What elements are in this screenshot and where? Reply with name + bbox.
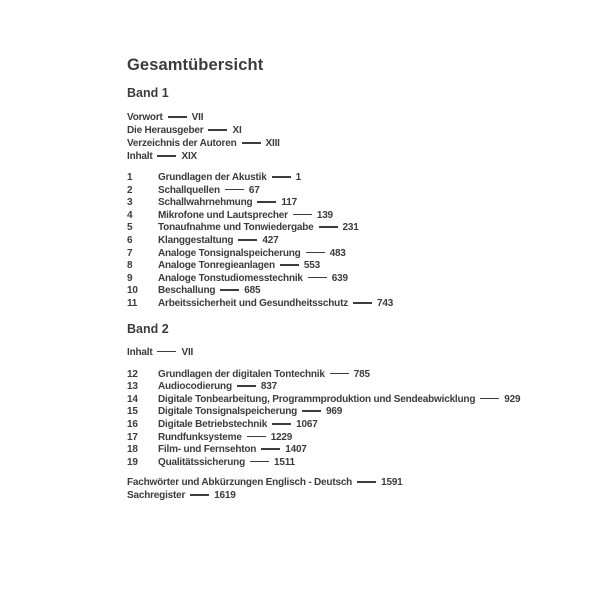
band1-front-matter: [127, 111, 557, 163]
chapter-page-number: 117: [281, 197, 297, 209]
chapter-row: [127, 185, 557, 198]
chapter-row: [127, 172, 557, 185]
chapter-row: [127, 369, 557, 382]
entry-title: Fachwörter und Abkürzungen Englisch - Deutsch: [127, 477, 353, 489]
chapter-title: Audiocodierung: [158, 381, 232, 393]
leader-dash: [220, 289, 239, 291]
chapter-number: 12: [127, 368, 138, 380]
front-matter-entry: [127, 150, 557, 163]
chapter-row: [127, 197, 557, 210]
chapter-title: Arbeitssicherheit und Gesundheitsschutz: [158, 297, 349, 309]
chapter-page-number: 139: [316, 209, 333, 221]
leader-dash: [257, 201, 276, 203]
chapter-page-number: 1067: [296, 418, 318, 430]
front-matter-entry: [127, 346, 557, 359]
entry-title: Inhalt: [127, 346, 153, 358]
entry-page-number: XIX: [181, 151, 197, 162]
chapter-number: 15: [127, 406, 138, 418]
chapter-row: [127, 210, 557, 223]
chapter-number: 13: [127, 381, 138, 393]
leader-dash: [208, 129, 227, 131]
chapter-title: Klanggestaltung: [158, 234, 234, 246]
chapter-title: Rundfunksysteme: [158, 431, 242, 443]
chapter-number: 10: [127, 285, 138, 297]
chapter-row: [127, 394, 557, 407]
chapter-title: Digitale Tonbearbeitung, Programmproduktion und Sendeabwicklung: [158, 393, 476, 405]
chapter-title: Analoge Tonstudiomesstechnik: [158, 272, 303, 284]
band2-section: [127, 323, 557, 470]
chapter-page-number: 483: [329, 247, 346, 259]
toc-page: [127, 57, 557, 502]
chapter-number: 11: [127, 297, 138, 309]
leader-dash: [280, 264, 299, 266]
chapter-title: Tonaufnahme und Tonwiedergabe: [158, 222, 314, 234]
leader-dash: [261, 448, 280, 450]
entry-page-number: VII: [181, 346, 194, 358]
chapter-number: 14: [127, 393, 138, 405]
chapter-page-number: 553: [303, 260, 320, 272]
leader-dash: [225, 189, 244, 191]
leader-dash: [272, 176, 291, 178]
entry-title: Inhalt: [127, 151, 153, 162]
chapter-row: [127, 419, 557, 432]
chapter-row: [127, 381, 557, 394]
leader-dash: [237, 385, 256, 387]
band1-chapter-list: [127, 172, 557, 311]
chapter-title: Grundlagen der digitalen Tontechnik: [158, 368, 325, 380]
chapter-number: 19: [127, 456, 138, 468]
chapter-row: [127, 285, 557, 298]
chapter-page-number: 427: [262, 234, 279, 246]
back-matter: [127, 476, 557, 502]
chapter-title: Schallquellen: [158, 184, 220, 196]
entry-title: Verzeichnis der Autoren: [127, 138, 237, 149]
chapter-page-number: 1: [295, 172, 301, 183]
chapter-page-number: 1229: [270, 431, 293, 443]
leader-dash: [190, 494, 209, 496]
band1-section: [127, 87, 557, 311]
chapter-page-number: 837: [260, 381, 277, 393]
chapter-page-number: 1407: [285, 444, 307, 456]
chapter-row: [127, 457, 557, 470]
leader-dash: [250, 461, 269, 463]
chapter-title: Schallwahrnehmung: [158, 197, 253, 209]
chapter-title: Qualitätssicherung: [158, 456, 245, 468]
chapter-number: 8: [127, 260, 133, 272]
chapter-row: [127, 444, 557, 457]
chapter-row: [127, 406, 557, 419]
chapter-number: 16: [127, 418, 138, 430]
chapter-page-number: 231: [342, 222, 359, 234]
chapter-title: Analoge Tonregieanlagen: [158, 260, 275, 272]
chapter-page-number: 639: [331, 272, 348, 284]
chapter-row: [127, 273, 557, 286]
page-title: Gesamtübersicht: [127, 56, 264, 74]
leader-dash: [306, 252, 325, 254]
chapter-row: [127, 432, 557, 445]
chapter-title: Analoge Tonsignalspeicherung: [158, 247, 301, 259]
chapter-title: Grundlagen der Akustik: [158, 172, 267, 183]
chapter-number: 3: [127, 197, 133, 209]
leader-dash: [238, 239, 257, 241]
entry-title: Vorwort: [127, 112, 163, 123]
chapter-number: 1: [127, 172, 133, 183]
chapter-number: 5: [127, 222, 133, 234]
leader-dash: [157, 351, 176, 353]
back-matter-entry: [127, 489, 557, 502]
leader-dash: [293, 214, 312, 216]
chapter-number: 18: [127, 444, 138, 456]
chapter-page-number: 685: [244, 285, 261, 297]
chapter-page-number: 929: [504, 393, 521, 405]
chapter-row: [127, 222, 557, 235]
entry-page-number: VII: [191, 112, 204, 123]
chapter-page-number: 67: [248, 184, 260, 196]
entry-page-number: XI: [232, 125, 242, 136]
leader-dash: [242, 142, 261, 144]
leader-dash: [302, 410, 321, 412]
band2-heading: Band 2: [127, 321, 169, 336]
leader-dash: [168, 116, 187, 118]
chapter-number: 7: [127, 247, 133, 259]
entry-title: Die Herausgeber: [127, 125, 204, 136]
band2-chapter-list: [127, 369, 557, 470]
front-matter-entry: [127, 124, 557, 137]
leader-dash: [272, 423, 291, 425]
chapter-page-number: 785: [353, 368, 370, 380]
leader-dash: [319, 226, 338, 228]
leader-dash: [357, 481, 376, 483]
entry-page-number: XIII: [265, 138, 280, 149]
chapter-page-number: 969: [326, 406, 343, 418]
chapter-row: [127, 298, 557, 311]
entry-title: Sachregister: [127, 490, 186, 502]
leader-dash: [247, 436, 266, 438]
chapter-row: [127, 260, 557, 273]
chapter-title: Digitale Betriebstechnik: [158, 418, 268, 430]
chapter-title: Mikrofone und Lautsprecher: [158, 209, 288, 221]
chapter-number: 4: [127, 209, 133, 221]
band1-heading: Band 1: [127, 86, 169, 100]
chapter-number: 17: [127, 431, 138, 443]
chapter-title: Digitale Tonsignalspeicherung: [158, 406, 298, 418]
chapter-number: 6: [127, 234, 133, 246]
chapter-page-number: 743: [377, 297, 394, 309]
band2-front-matter: [127, 346, 557, 359]
chapter-row: [127, 248, 557, 261]
chapter-number: 2: [127, 184, 133, 196]
front-matter-entry: [127, 137, 557, 150]
leader-dash: [480, 398, 499, 400]
leader-dash: [308, 277, 327, 279]
back-matter-entry: [127, 476, 557, 489]
leader-dash: [330, 373, 349, 375]
chapter-title: Beschallung: [158, 285, 216, 297]
front-matter-entry: [127, 111, 557, 124]
entry-page-number: 1591: [381, 477, 403, 489]
entry-page-number: 1619: [214, 490, 236, 502]
leader-dash: [157, 155, 176, 157]
chapter-title: Film- und Fernsehton: [158, 444, 257, 456]
chapter-page-number: 1511: [273, 456, 295, 468]
leader-dash: [353, 302, 372, 304]
chapter-row: [127, 235, 557, 248]
chapter-number: 9: [127, 272, 133, 284]
